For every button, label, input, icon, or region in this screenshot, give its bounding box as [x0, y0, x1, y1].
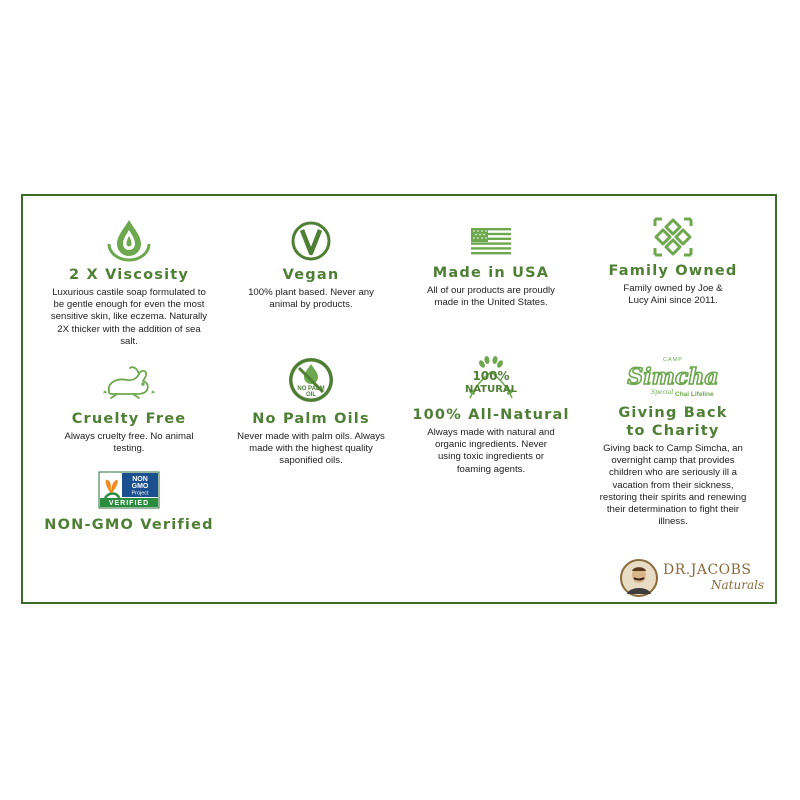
feature-description: Giving back to Camp Simcha, an overnight camp that provides children who are seriously ill a vacation from their sickness, restoring their spirits and renewing their determination to fight their illness. — [599, 443, 747, 528]
nongmo-text-1: NON — [132, 476, 148, 483]
special-label: Special — [651, 389, 674, 396]
brand-name: DR.JACOBS — [663, 562, 752, 578]
natural-laurel-icon — [456, 354, 526, 402]
natural-label: NATURAL — [464, 384, 518, 395]
water-drop-icon — [105, 218, 153, 260]
feature-title: No Palm Oils — [252, 411, 370, 427]
feature-title: Giving Back to Charity — [618, 405, 728, 439]
feature-usa — [403, 224, 579, 309]
feature-vegan — [223, 220, 399, 311]
bunny-icon — [99, 364, 159, 404]
feature-nongmo — [31, 472, 227, 534]
feature-title: Made in USA — [432, 265, 550, 281]
feature-title: Vegan — [282, 267, 340, 283]
camp-simcha-icon — [627, 352, 719, 402]
feature-palm — [223, 356, 399, 468]
natural-percent: 100% — [472, 369, 510, 383]
no-palm-label-1: NO PALM — [297, 386, 325, 392]
nongmo-text-2: GMO — [131, 483, 149, 490]
feature-family — [585, 214, 761, 307]
brand-logo — [619, 560, 769, 598]
feature-description: Always cruelty free. No animal testing. — [64, 431, 194, 455]
feature-description: Never made with palm oils. Always made with the highest quality saponified oils. — [237, 431, 385, 467]
us-flag-icon — [469, 224, 513, 258]
camp-label: CAMP — [663, 357, 683, 363]
feature-description: 100% plant based. Never any animal by products. — [248, 287, 374, 311]
feature-title: Family Owned — [608, 263, 738, 279]
feature-description: Family owned by Joe & Lucy Aini since 2011. — [623, 283, 723, 307]
feature-charity — [585, 352, 761, 528]
feature-description: All of our products are proudly made in the United States. — [427, 285, 555, 309]
chai-lifeline-label: Chai Lifeline — [675, 391, 714, 398]
feature-title: NON-GMO Verified — [44, 517, 214, 533]
feature-title: Cruelty Free — [71, 411, 187, 427]
features-panel — [21, 194, 777, 604]
feature-cruelty — [41, 364, 217, 455]
nongmo-verified-text: VERIFIED — [108, 500, 150, 507]
vegan-v-icon — [290, 220, 332, 262]
feature-description: Always made with natural and organic ingredients. Never using toxic ingredients or foaming agents. — [427, 427, 555, 475]
non-gmo-butterfly-icon — [99, 472, 159, 508]
no-palm-label-2: OIL — [306, 392, 316, 398]
feature-description: Luxurious castile soap formulated to be gentle enough for even the most sensitive skin, like eczema. Naturally 2X thicker with the addition of sea salt. — [50, 287, 208, 347]
nongmo-text-3: Project — [131, 490, 149, 497]
no-palm-oil-icon — [287, 356, 335, 404]
doctor-portrait-icon — [619, 558, 659, 598]
feature-title: 100% All-Natural — [412, 407, 570, 423]
feature-viscosity — [41, 218, 217, 348]
feature-natural — [403, 354, 579, 476]
feature-title: 2 X Viscosity — [68, 267, 190, 283]
brand-subtitle: Naturals — [711, 578, 765, 592]
family-hands-icon — [650, 214, 696, 260]
simcha-wordmark: Simcha — [627, 364, 719, 390]
